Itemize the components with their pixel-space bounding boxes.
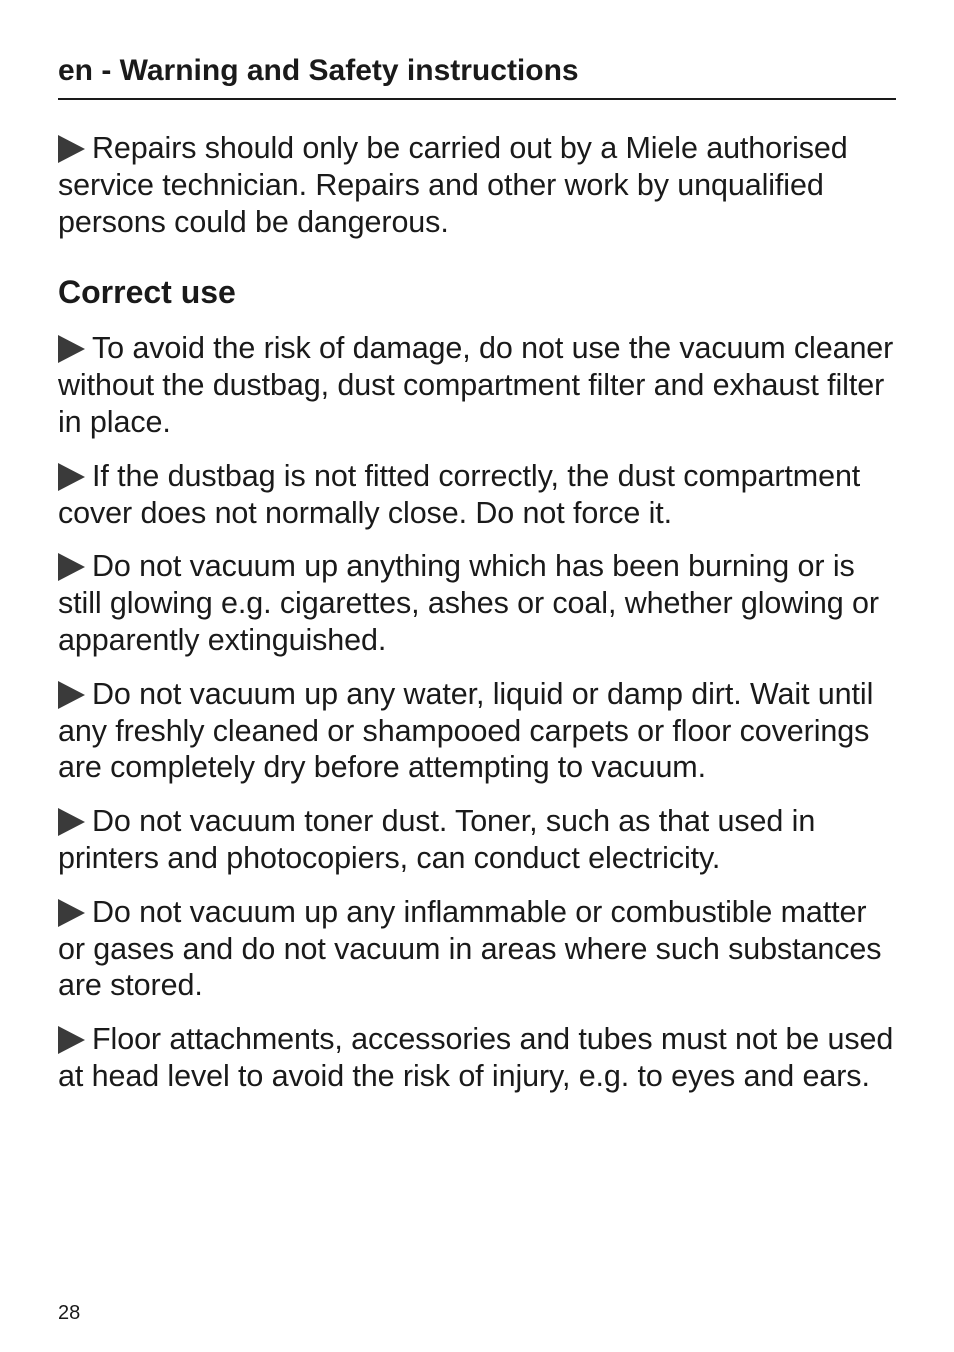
paragraph-text: Do not vacuum up anything which has been burning or is still glowing e.g. cigarettes, ashes or coal, whether glowing or apparently extinguished.: [58, 549, 879, 657]
triangle-right-icon: [58, 335, 85, 363]
page-content: [58, 130, 896, 1112]
triangle-right-icon: [58, 899, 85, 927]
paragraph-text: To avoid the risk of damage, do not use the vacuum cleaner without the dustbag, dust compartment filter and exhaust filter in place.: [58, 331, 894, 439]
safety-paragraph: [58, 803, 896, 877]
safety-paragraph: [58, 676, 896, 786]
safety-paragraph: [58, 458, 896, 532]
triangle-right-icon: [58, 681, 85, 709]
header-title: en - Warning and Safety instructions: [58, 54, 579, 87]
paragraph-text: Do not vacuum up any water, liquid or damp dirt. Wait until any freshly cleaned or shampooed carpets or floor coverings are completely dry before attempting to vacuum.: [58, 676, 874, 785]
triangle-right-icon: [58, 135, 85, 163]
triangle-right-icon: [58, 1026, 85, 1054]
paragraph-text: Do not vacuum up any inflammable or combustible matter or gases and do not vacuum in areas where such substances are stored.: [58, 894, 882, 1003]
page-header: [58, 50, 896, 100]
page-number: 28: [58, 1302, 81, 1324]
safety-paragraph: [58, 894, 896, 1004]
paragraph-text: Repairs should only be carried out by a Miele authorised service technician. Repairs and other work by unqualified persons could be dangerous.: [58, 131, 848, 239]
paragraph-text: Floor attachments, accessories and tubes must not be used at head level to avoid the risk of injury, e.g. to eyes and ears.: [58, 1022, 894, 1093]
section-heading: Correct use: [58, 274, 236, 311]
paragraph-text: Do not vacuum toner dust. Toner, such as that used in printers and photocopiers, can conduct electricity.: [58, 804, 816, 875]
manual-page: [58, 0, 896, 1352]
intro-paragraph: [58, 130, 896, 240]
paragraph-text: If the dustbag is not fitted correctly, the dust compartment cover does not normally close. Do not force it.: [58, 458, 861, 530]
triangle-right-icon: [58, 463, 85, 491]
safety-paragraph: [58, 330, 896, 440]
safety-paragraph: [58, 548, 896, 658]
triangle-right-icon: [58, 553, 85, 581]
safety-paragraph: [58, 1021, 896, 1095]
triangle-right-icon: [58, 808, 85, 836]
